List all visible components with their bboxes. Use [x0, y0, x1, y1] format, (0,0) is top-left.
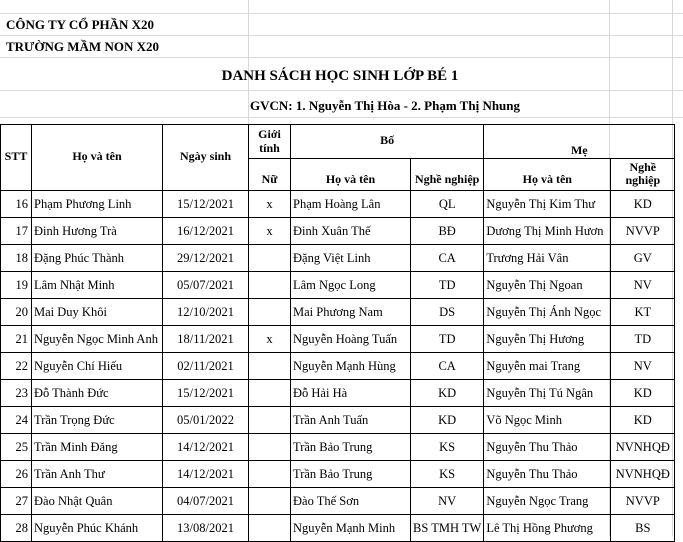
cell-mother-job[interactable]: KT [611, 299, 675, 326]
cell-father-job[interactable]: DS [411, 299, 484, 326]
table-row [1, 299, 675, 326]
cell-father-job[interactable]: BĐ [411, 218, 484, 245]
cell-father-job[interactable]: KD [411, 380, 484, 407]
cell-female[interactable]: x [249, 191, 291, 218]
cell-name[interactable]: Trần Minh Đăng [32, 434, 163, 461]
col-mother-name: Họ và tên [484, 159, 611, 191]
cell-father-job[interactable]: BS TMH TW [411, 515, 484, 542]
col-father: Bố [291, 125, 484, 159]
cell-dob[interactable]: 15/12/2021 [163, 191, 249, 218]
cell-dob[interactable]: 14/12/2021 [163, 434, 249, 461]
cell-female[interactable]: x [249, 326, 291, 353]
grid-line [0, 35, 683, 36]
cell-stt[interactable]: 20 [1, 299, 32, 326]
cell-father-name[interactable]: Đào Thế Sơn [291, 488, 411, 515]
cell-name[interactable]: Trần Trọng Đức [32, 407, 163, 434]
col-father-job: Nghề nghiệp [411, 159, 484, 191]
cell-stt[interactable]: 21 [1, 326, 32, 353]
cell-mother-job[interactable]: NVVP [611, 218, 675, 245]
cell-father-name[interactable]: Nguyễn Hoàng Tuấn [291, 326, 411, 353]
cell-name[interactable]: Trần Anh Thư [32, 461, 163, 488]
col-stt: STT [1, 125, 32, 191]
col-dob: Ngày sinh [163, 125, 249, 191]
table-row [1, 488, 675, 515]
table-row [1, 380, 675, 407]
cell-father-job[interactable]: NV [411, 488, 484, 515]
cell-female[interactable] [249, 299, 291, 326]
cell-female[interactable] [249, 407, 291, 434]
cell-dob[interactable]: 02/11/2021 [163, 353, 249, 380]
cell-mother-job[interactable]: TD [611, 326, 675, 353]
col-mother-job: Nghề nghiệp [611, 159, 675, 191]
col-name: Họ và tên [32, 125, 163, 191]
cell-female[interactable] [249, 515, 291, 542]
table-row [1, 515, 675, 542]
cell-dob[interactable]: 16/12/2021 [163, 218, 249, 245]
cell-name[interactable]: Đặng Phúc Thành [32, 245, 163, 272]
grid-line [0, 90, 683, 91]
cell-mother-name[interactable]: Nguyễn Thị Hương [484, 326, 611, 353]
cell-female[interactable] [249, 272, 291, 299]
cell-mother-name[interactable]: Nguyễn Thị Ánh Ngọc [484, 299, 611, 326]
cell-name[interactable]: Nguyễn Phúc Khánh [32, 515, 163, 542]
cell-female[interactable] [249, 488, 291, 515]
cell-name[interactable]: Nguyễn Ngọc Minh Anh [32, 326, 163, 353]
cell-father-name[interactable]: Mai Phương Nam [291, 299, 411, 326]
cell-female[interactable] [249, 380, 291, 407]
col-female: Nữ [249, 159, 291, 191]
cell-father-name[interactable]: Trần Anh Tuấn [291, 407, 411, 434]
header-row-top [1, 125, 675, 159]
cell-mother-name[interactable]: Nguyễn Thị Tú Ngân [484, 380, 611, 407]
table-row [1, 353, 675, 380]
company-name: CÔNG TY CỔ PHẦN X20 [6, 17, 155, 32]
cell-dob[interactable]: 05/07/2021 [163, 272, 249, 299]
school-name: TRƯỜNG MẦM NON X20 [6, 39, 159, 54]
cell-mother-job[interactable]: NV [611, 353, 675, 380]
student-table [0, 124, 675, 542]
cell-stt[interactable]: 24 [1, 407, 32, 434]
table-row [1, 326, 675, 353]
cell-father-name[interactable]: Đặng Việt Linh [291, 245, 411, 272]
cell-mother-job[interactable]: NVNHQĐ [611, 434, 675, 461]
page-title: DANH SÁCH HỌC SINH LỚP BÉ 1 [221, 68, 459, 84]
table-row [1, 461, 675, 488]
cell-mother-name[interactable]: Võ Ngọc Minh [484, 407, 611, 434]
cell-dob[interactable]: 15/12/2021 [163, 380, 249, 407]
table-row [1, 218, 675, 245]
cell-father-name[interactable]: Nguyễn Mạnh Hùng [291, 353, 411, 380]
cell-name[interactable]: Mai Duy Khôi [32, 299, 163, 326]
cell-dob[interactable]: 13/08/2021 [163, 515, 249, 542]
cell-stt[interactable]: 23 [1, 380, 32, 407]
cell-mother-name[interactable]: Nguyễn Ngọc Trang [484, 488, 611, 515]
col-gender: Giới tính [249, 125, 291, 159]
cell-mother-job[interactable]: NVVP [611, 488, 675, 515]
cell-mother-name[interactable]: Lê Thị Hồng Phương [484, 515, 611, 542]
cell-mother-name[interactable]: Nguyễn Thị Ngoan [484, 272, 611, 299]
cell-name[interactable]: Đinh Hương Trà [32, 218, 163, 245]
cell-name[interactable]: Đỗ Thành Đức [32, 380, 163, 407]
table-row [1, 272, 675, 299]
grid-line [0, 13, 683, 14]
cell-mother-name[interactable]: Nguyễn mai Trang [484, 353, 611, 380]
cell-female[interactable]: x [249, 218, 291, 245]
cell-father-job[interactable]: TD [411, 272, 484, 299]
cell-father-job[interactable]: QL [411, 191, 484, 218]
cell-mother-name[interactable]: Dương Thị Minh Hươn [484, 218, 611, 245]
cell-female[interactable] [249, 245, 291, 272]
cell-female[interactable] [249, 434, 291, 461]
cell-dob[interactable]: 04/07/2021 [163, 488, 249, 515]
cell-mother-name[interactable]: Nguyễn Thị Kim Thư [484, 191, 611, 218]
cell-mother-job[interactable]: BS [611, 515, 675, 542]
cell-female[interactable] [249, 353, 291, 380]
cell-dob[interactable]: 29/12/2021 [163, 245, 249, 272]
table-row [1, 407, 675, 434]
cell-father-name[interactable]: Nguyễn Mạnh Minh [291, 515, 411, 542]
homeroom-teachers: GVCN: 1. Nguyễn Thị Hòa - 2. Phạm Thị Nhung [249, 98, 521, 113]
cell-stt[interactable]: 18 [1, 245, 32, 272]
cell-mother-job[interactable]: KD [611, 380, 675, 407]
col-father-name: Họ và tên [291, 159, 411, 191]
grid-line [0, 117, 683, 118]
cell-mother-job[interactable]: KD [611, 407, 675, 434]
cell-father-name[interactable]: Phạm Hoàng Lân [291, 191, 411, 218]
cell-father-name[interactable]: Đỗ Hải Hà [291, 380, 411, 407]
cell-dob[interactable]: 14/12/2021 [163, 461, 249, 488]
cell-stt[interactable]: 25 [1, 434, 32, 461]
cell-stt[interactable]: 27 [1, 488, 32, 515]
grid-line [0, 57, 683, 58]
cell-mother-name[interactable]: Trương Hải Vân [484, 245, 611, 272]
cell-father-name[interactable]: Trần Bảo Trung [291, 461, 411, 488]
cell-father-job[interactable]: TD [411, 326, 484, 353]
cell-mother-job[interactable]: KD [611, 191, 675, 218]
cell-mother-job[interactable]: NV [611, 272, 675, 299]
cell-father-job[interactable]: CA [411, 245, 484, 272]
col-mother: Mẹ [484, 125, 675, 159]
cell-mother-job[interactable]: GV [611, 245, 675, 272]
table-row [1, 245, 675, 272]
cell-stt[interactable]: 19 [1, 272, 32, 299]
cell-name[interactable]: Đào Nhật Quân [32, 488, 163, 515]
cell-stt[interactable]: 17 [1, 218, 32, 245]
cell-mother-job[interactable]: NVNHQĐ [611, 461, 675, 488]
cell-mother-name[interactable]: Nguyễn Thu Thảo [484, 434, 611, 461]
cell-father-job[interactable]: CA [411, 353, 484, 380]
cell-father-job[interactable]: KD [411, 407, 484, 434]
cell-stt[interactable]: 28 [1, 515, 32, 542]
cell-mother-name[interactable]: Nguyễn Thu Thảo [484, 461, 611, 488]
cell-father-name[interactable]: Đinh Xuân Thế [291, 218, 411, 245]
cell-dob[interactable]: 18/11/2021 [163, 326, 249, 353]
cell-father-job[interactable]: KS [411, 434, 484, 461]
cell-female[interactable] [249, 461, 291, 488]
cell-father-name[interactable]: Lâm Ngọc Long [291, 272, 411, 299]
table-row [1, 191, 675, 218]
cell-name[interactable]: Phạm Phương Linh [32, 191, 163, 218]
cell-father-job[interactable]: KS [411, 461, 484, 488]
cell-stt[interactable]: 16 [1, 191, 32, 218]
table-row [1, 434, 675, 461]
cell-stt[interactable]: 26 [1, 461, 32, 488]
cell-name[interactable]: Nguyễn Chí Hiếu [32, 353, 163, 380]
cell-dob[interactable]: 05/01/2022 [163, 407, 249, 434]
cell-father-name[interactable]: Trần Bảo Trung [291, 434, 411, 461]
cell-stt[interactable]: 22 [1, 353, 32, 380]
cell-dob[interactable]: 12/10/2021 [163, 299, 249, 326]
cell-name[interactable]: Lâm Nhật Minh [32, 272, 163, 299]
